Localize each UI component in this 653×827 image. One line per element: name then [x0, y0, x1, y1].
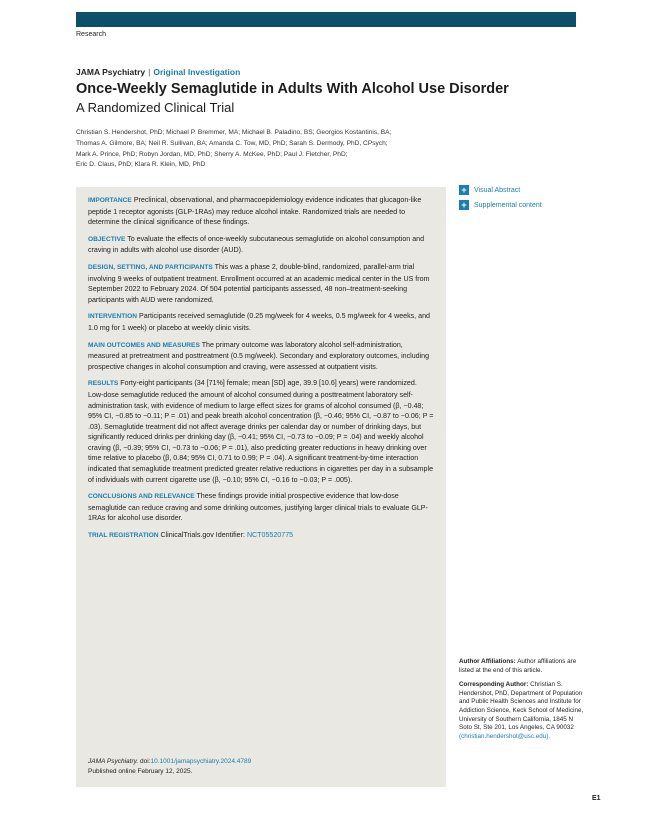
abstract-text: Forty-eight participants (34 [71%] female; mean [SD] age, 39.9 [10.6] years) were randomized. Low-dose semaglutide reduced the amount of alcohol consumed during a posttreatment laboratory self-administration task, with evidence of medium to large effect sizes for grams of alcohol consumed (β, −0.48; 95% CI, −0.85 to −0.11; P = .01) and peak breath alcohol concentration (β, −0.46; 95% CI, −0.87 to −0.06; P = .03). Semaglutide treatment did not affect average drinks per calendar day or number of drinking days, but significantly reduced drinks per drinking day (β, −0.41; 95% CI, −0.73 to −0.09; P = .04) and weekly alcohol craving (β, −0.39; 95% CI, −0.73 to −0.06; P = .01), also predicting greater reductions in heavy drinking over time relative to placebo (β, 0.84; 95% CI, 0.71 to 0.99; P = .04). A significant treatment-by-time interaction indicated that semaglutide treatment predicted greater relative reductions in cigarettes per day in a subsample of individuals with current cigarette use (β, −0.10; 95% CI, −0.16 to −0.03; P = .005).	[88, 379, 434, 484]
abstract-text: The primary outcome was laboratory alcohol self-administration, measured at pretreatment and posttreatment (0.5 mg/week). Secondary and exploratory outcomes, including prospective changes in alcohol consumption and craving, were assessed at outpatient visits.	[88, 340, 430, 371]
author-line: Christian S. Hendershot, PhD; Michael P. Bremmer, MA; Michael B. Paladino, BS; Georgios Kostantinis, BA;	[76, 129, 392, 136]
abstract-heading: OBJECTIVE	[88, 235, 126, 243]
citation-journal: JAMA Psychiatry.	[88, 758, 139, 765]
abstract-heading: TRIAL REGISTRATION	[88, 532, 159, 540]
corresponding-text: Christian S. Hendershot, PhD, Department of Population and Public Health Sciences and Institute for Addiction Science, Keck School of Medicine, University of Southern California, 1845 N Soto St, Ste 201, Los Angeles, CA 90032	[459, 681, 584, 732]
abstract-heading: MAIN OUTCOMES AND MEASURES	[88, 341, 200, 349]
doi-link[interactable]: 10.1001/jamapsychiatry.2024.4789	[150, 758, 252, 765]
journal-name: JAMA Psychiatry	[76, 67, 146, 77]
supplemental-content-label: Supplemental content	[474, 201, 542, 209]
corresponding-label: Corresponding Author:	[459, 681, 529, 689]
page-number: E1	[592, 795, 601, 802]
abstract-conclusions	[88, 491, 434, 524]
journal-line	[76, 67, 240, 77]
abstract-intervention	[88, 311, 434, 333]
author-list	[76, 128, 456, 171]
abstract-text: ClinicalTrials.gov Identifier:	[160, 531, 245, 540]
abstract-importance	[88, 195, 434, 228]
affiliations-text: Author affiliations are listed at the end of this article.	[459, 658, 577, 674]
journal-separator: |	[148, 67, 151, 77]
supplemental-content-link[interactable]	[459, 200, 542, 210]
abstract-objective	[88, 234, 434, 256]
abstract-text: To evaluate the effects of once-weekly subcutaneous semaglutide on alcohol consumption and craving in adults with alcohol use disorder (AUD).	[88, 234, 425, 255]
header-bar	[76, 12, 576, 27]
author-line: Mark A. Prince, PhD; Robyn Jordan, MD, PhD; Sherry A. McKee, PhD; Paul J. Fletcher, PhD;	[76, 150, 348, 158]
abstract-heading: DESIGN, SETTING, AND PARTICIPANTS	[88, 263, 213, 271]
abstract-text: Preclinical, observational, and pharmacoepidemiology evidence indicates that glucagon-like peptide 1 receptor agonists (GLP-1RAs) may reduce alcohol intake. Randomized trials are needed to determine the clinical significance of these findings.	[88, 196, 422, 227]
author-affiliations	[459, 658, 584, 675]
abstract-heading: IMPORTANCE	[88, 197, 132, 204]
abstract-text: Participants received semaglutide (0.25 mg/week for 4 weeks, 0.5 mg/week for 4 weeks, and 1.0 mg for 1 week) or placebo at weekly clinic visits.	[88, 312, 430, 332]
email-link[interactable]: (christian.hendershot@usc.edu).	[459, 732, 551, 740]
article-type[interactable]: Original Investigation	[153, 67, 241, 77]
plus-icon: +	[459, 200, 469, 210]
abstract-outcomes	[88, 340, 434, 373]
citation	[88, 757, 251, 777]
abstract-text: These findings provide initial prospective evidence that low-dose semaglutide can reduce craving and some drinking outcomes, justifying larger clinical trials to evaluate GLP-1RAs for alcohol use disorder.	[88, 492, 428, 523]
abstract-results	[88, 378, 434, 485]
abstract-design	[88, 262, 434, 305]
citation-doi-line	[88, 757, 251, 767]
doi-label: doi:	[140, 758, 151, 765]
published-date: Published online February 12, 2025.	[88, 768, 193, 775]
abstract-heading: RESULTS	[88, 380, 119, 388]
abstract-text: This was a phase 2, double-blind, randomized, parallel-arm trial involving 9 weeks of outpatient treatment. Enrollment occurred at an academic medical center in the US from September 2022 to February 2024. Of 504 potential participants assessed, 48 non–treatment-seeking participants with AUD were randomized.	[88, 262, 430, 304]
plus-icon: +	[459, 185, 469, 195]
side-links	[459, 185, 542, 215]
abstract-registration	[88, 530, 434, 542]
section-label: Research	[76, 31, 106, 38]
article-title: Once-Weekly Semaglutide in Adults With Alcohol Use Disorder	[76, 81, 509, 97]
trial-id-link[interactable]: NCT05520775	[246, 531, 294, 540]
visual-abstract-link[interactable]	[459, 185, 542, 195]
article-subtitle: A Randomized Clinical Trial	[76, 100, 235, 115]
visual-abstract-label: Visual Abstract	[474, 186, 521, 194]
abstract-heading: INTERVENTION	[88, 313, 137, 321]
affiliations-panel	[459, 658, 584, 747]
author-line: Thomas A. Gilmore, BA; Neil R. Sullivan, BA; Amanda C. Tow, MD, PhD; Sarah S. Dermody, PhD, CPsych;	[76, 139, 388, 147]
affiliations-label: Author Affiliations:	[459, 658, 516, 665]
corresponding-author	[459, 681, 584, 741]
abstract-heading: CONCLUSIONS AND RELEVANCE	[88, 493, 195, 501]
abstract-box	[76, 187, 446, 787]
author-line: Eric D. Claus, PhD; Klara R. Klein, MD, PhD	[76, 161, 206, 169]
